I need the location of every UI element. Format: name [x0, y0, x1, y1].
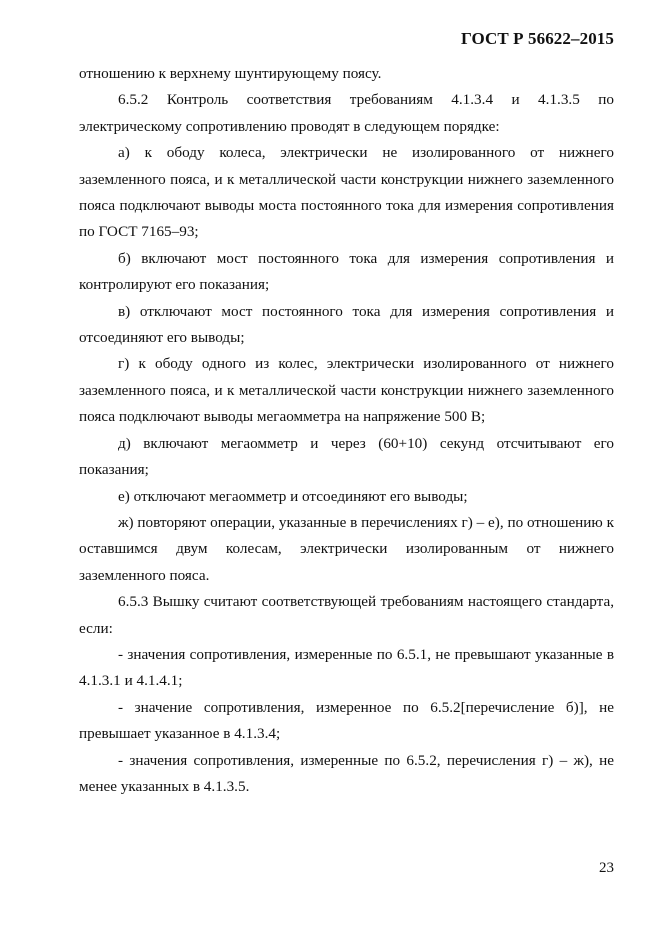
list-item-g: г) к ободу одного из колес, электрически изолированного от нижнего заземленного пояса, и к металлической части конструкции нижнего заземленного пояса подключают выводы мегаомметра на напряжение 500 В;: [79, 355, 614, 426]
page-number: 23: [599, 860, 614, 876]
list-item-v: в) отключают мост постоянного тока для измерения сопротивления и отсоединяют его выводы;: [79, 302, 614, 347]
paragraph-6-5-3: 6.5.3 Вышку считают соответствующей требованиям настоящего стандарта, если:: [79, 593, 614, 637]
list-item-d: д) включают мегаомметр и через (60+10) секунд отсчитывают его показания;: [79, 434, 614, 479]
dash-item-3: - значения сопротивления, измеренные по 6.5.2, перечисления г) – ж), не менее указанных в 4.1.3.5.: [79, 751, 614, 795]
list-item-a: а) к ободу колеса, электрически не изолированного от нижнего заземленного пояса, и к металлической части конструкции нижнего заземленного пояса подключают выводы моста постоянного тока для измерения сопротивления по ГОСТ 7165–93;: [79, 144, 614, 241]
list-item-b: б) включают мост постоянного тока для измерения сопротивления и контролируют его показания;: [79, 249, 614, 294]
list-item-e: е) отключают мегаомметр и отсоединяют его выводы;: [118, 487, 468, 505]
list-item-zh: ж) повторяют операции, указанные в перечислениях г) – е), по отношению к оставшимся двум колесам, электрически изолированным от нижнего заземленного пояса.: [79, 513, 614, 584]
dash-item-2: - значение сопротивления, измеренное по 6.5.2[перечисление б)], не превышает указанное в 4.1.3.4;: [79, 698, 614, 743]
dash-item-1: - значения сопротивления, измеренные по 6.5.1, не превышают указанные в 4.1.3.1 и 4.1.4.1;: [79, 645, 614, 690]
document-header: ГОСТ Р 56622–2015: [460, 29, 614, 48]
paragraph-continuation: отношению к верхнему шунтирующему поясу.: [79, 65, 382, 82]
document-body: [79, 61, 614, 800]
paragraph-6-5-2: 6.5.2 Контроль соответствия требованиям 4.1.3.4 и 4.1.3.5 по электрическому сопротивлению проводят в следующем порядке:: [79, 91, 614, 135]
